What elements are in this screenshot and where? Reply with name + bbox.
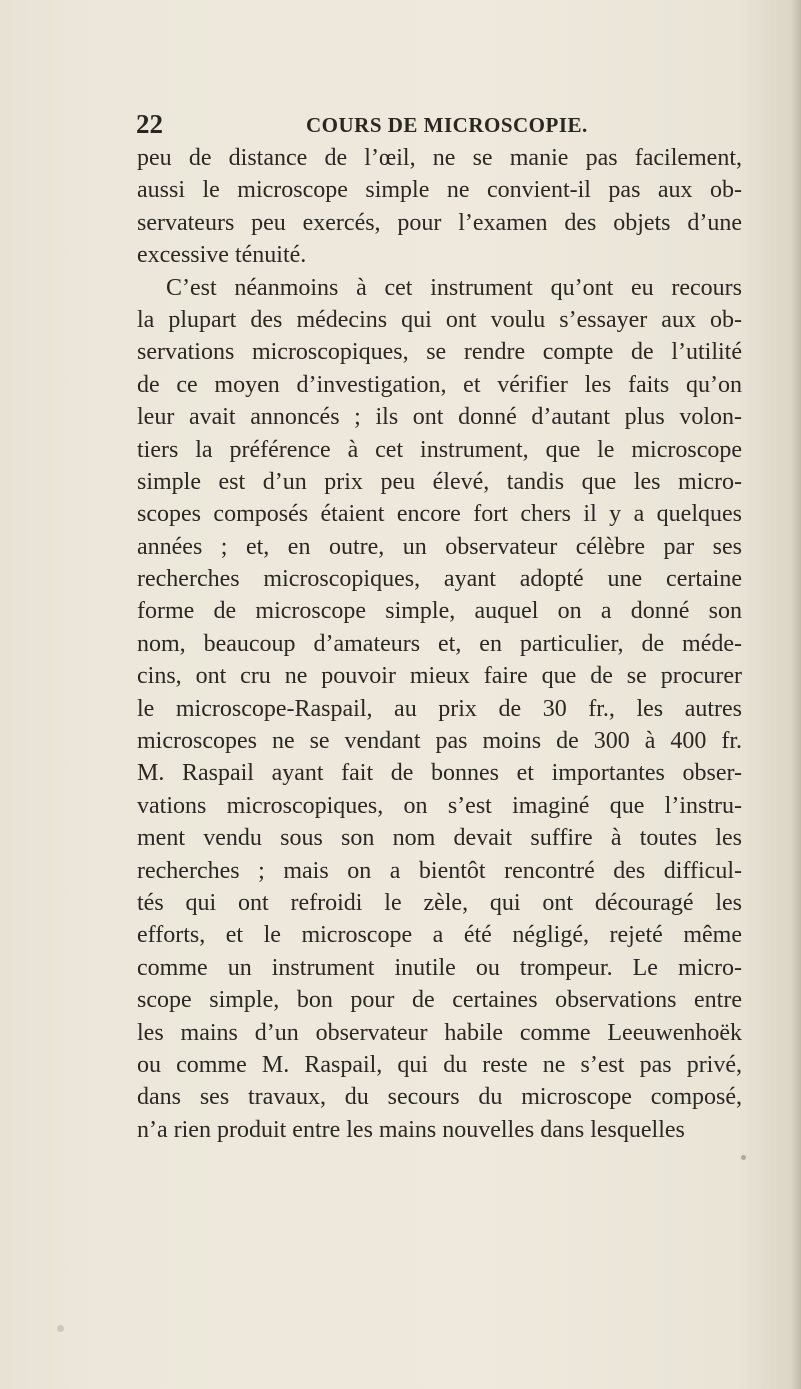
text-line: dans ses travaux, du secours du microscope composé, bbox=[137, 1084, 742, 1111]
text-line: ment vendu sous son nom devait suffire à toutes les bbox=[137, 825, 742, 852]
text-line: peu de distance de l’œil, ne se manie pas facilement, bbox=[137, 145, 742, 171]
text-line: recherches ; mais on a bientôt rencontré des difficul- bbox=[137, 857, 742, 884]
text-line: aussi le microscope simple ne convient-il pas aux ob- bbox=[137, 177, 742, 204]
text-line: tiers la préférence à cet instrument, que le microscope bbox=[137, 436, 742, 463]
page-number: 22 bbox=[136, 109, 163, 139]
page-header bbox=[136, 108, 756, 140]
text-line: scope simple, bon pour de certaines observations entre bbox=[137, 987, 742, 1014]
text-line: C’est néanmoins à cet instrument qu’ont eu recours bbox=[166, 274, 742, 301]
text-line: forme de microscope simple, auquel on a donné son bbox=[137, 598, 742, 625]
text-line: nom, beaucoup d’amateurs et, en particulier, de méde- bbox=[137, 630, 742, 657]
text-line: efforts, et le microscope a été négligé, rejeté même bbox=[137, 922, 742, 949]
paper-speck bbox=[57, 1325, 64, 1332]
text-line: microscopes ne se vendant pas moins de 300 à 400 fr. bbox=[137, 728, 742, 755]
text-line: excessive ténuité. bbox=[137, 242, 307, 269]
text-line: comme un instrument inutile ou trompeur. Le micro- bbox=[137, 954, 742, 981]
page-edge-shadow bbox=[791, 0, 801, 1389]
text-line: cins, ont cru ne pouvoir mieux faire que de se procurer bbox=[137, 663, 742, 690]
running-head: COURS DE MICROSCOPIE. bbox=[306, 113, 588, 137]
text-line: le microscope-Raspail, au prix de 30 fr., les autres bbox=[137, 695, 742, 722]
paper-speck bbox=[741, 1155, 746, 1160]
text-line: années ; et, en outre, un observateur célèbre par ses bbox=[137, 533, 742, 560]
text-line: ou comme M. Raspail, qui du reste ne s’est pas privé, bbox=[137, 1051, 742, 1078]
text-line: simple est d’un prix peu élevé, tandis que les micro- bbox=[137, 468, 742, 495]
text-line: de ce moyen d’investigation, et vérifier les faits qu’on bbox=[137, 371, 742, 398]
text-line: les mains d’un observateur habile comme Leeuwenhoëk bbox=[137, 1019, 742, 1046]
text-line: scopes composés étaient encore fort chers il y a quelques bbox=[137, 501, 742, 528]
text-line: servateurs peu exercés, pour l’examen des objets d’une bbox=[137, 209, 742, 236]
text-line: la plupart des médecins qui ont voulu s’essayer aux ob- bbox=[137, 306, 742, 333]
text-line: n’a rien produit entre les mains nouvelles dans lesquelles bbox=[137, 1116, 685, 1143]
body-text bbox=[137, 142, 742, 1146]
text-line: vations microscopiques, on s’est imaginé que l’instru- bbox=[137, 792, 742, 819]
text-line: tés qui ont refroidi le zèle, qui ont découragé les bbox=[137, 889, 742, 916]
text-line: servations microscopiques, se rendre compte de l’utilité bbox=[137, 339, 742, 366]
text-line: M. Raspail ayant fait de bonnes et importantes obser- bbox=[137, 760, 742, 787]
text-line: leur avait annoncés ; ils ont donné d’autant plus volon- bbox=[137, 404, 742, 431]
text-line: recherches microscopiques, ayant adopté une certaine bbox=[137, 566, 742, 593]
